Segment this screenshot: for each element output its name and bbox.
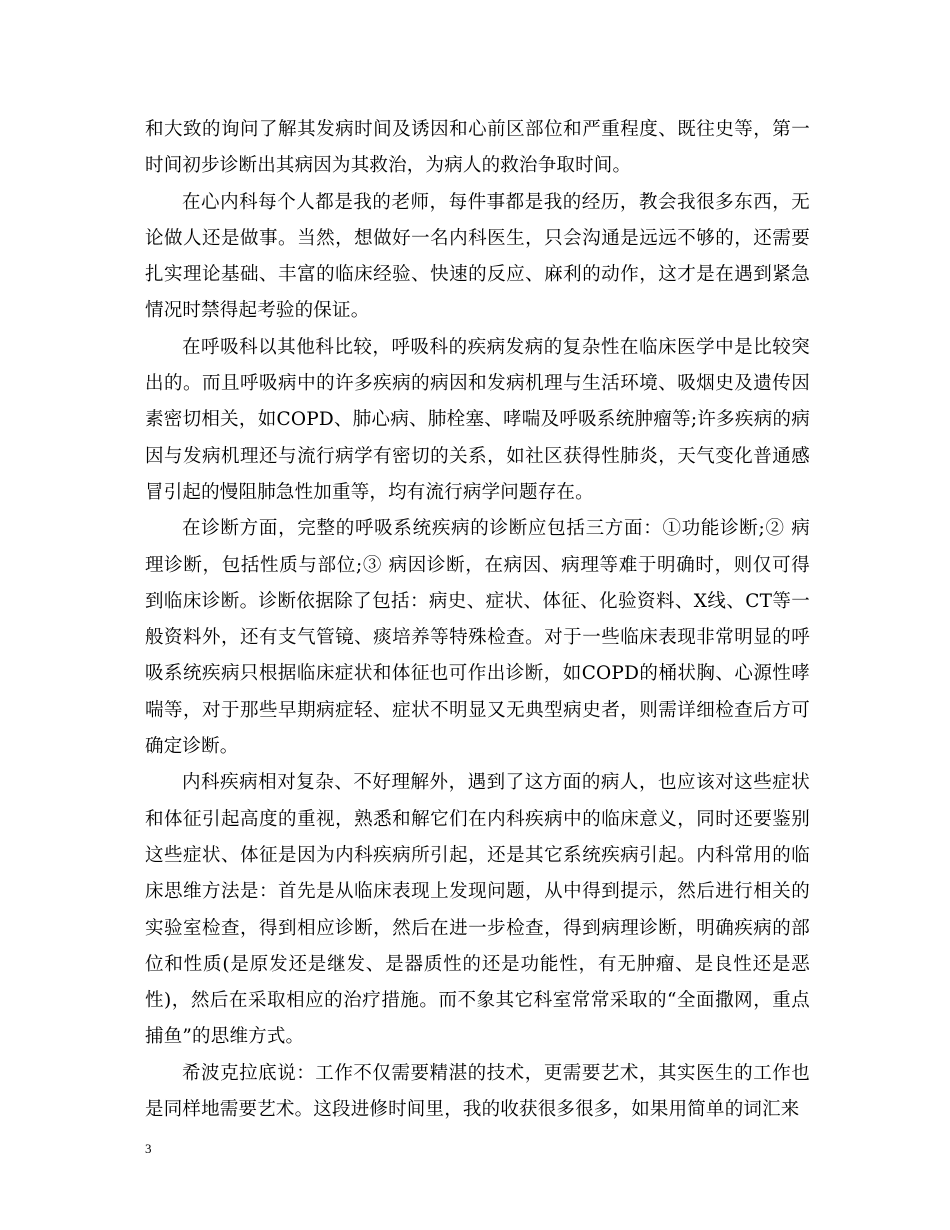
- paragraph-respiratory-diagnosis: 在诊断方面，完整的呼吸系统疾病的诊断应包括三方面：①功能诊断;② 病理诊断，包括性质与部位;③ 病因诊断，在病因、病理等难于明确时，则仅可得到临床诊断。诊断依据除了包括：病史、症状、体征、化验资料、X线、CT等一般资料外，还有支气管镜、痰培养等特殊检查。对于一些临床表现非常明显的呼吸系统疾病只根据临床症状和体征也可作出诊断，如COPD的桶状胸、心源性哮喘等，对于那些早期病症轻、症状不明显又无典型病史者，则需详细检查后方可确定诊断。: [145, 518, 810, 758]
- body-text: [145, 112, 810, 1128]
- page-number: 3: [145, 1141, 152, 1156]
- paragraph-clinical-thinking: 内科疾病相对复杂、不好理解外，遇到了这方面的病人，也应该对这些症状和体征引起高度的重视，熟悉和解它们在内科疾病中的临床意义，同时还要鉴别这些症状、体征是因为内科疾病所引起，还是其它系统疾病引起。内科常用的临床思维方法是：首先是从临床表现上发现问题，从中得到提示，然后进行相关的实验室检查，得到相应诊断，然后在进一步检查，得到病理诊断，明确疾病的部位和性质(是原发还是继发、是器质性的还是功能性，有无肿瘤、是良性还是恶性)，然后在采取相应的治疗措施。而不象其它科室常常采取的“全面撒网，重点捕鱼”的思维方式。: [145, 772, 810, 1048]
- paragraph-respiratory-complexity: 在呼吸科以其他科比较，呼吸科的疾病发病的复杂性在临床医学中是比较突出的。而且呼吸病中的许多疾病的病因和发病机理与生活环境、吸烟史及遗传因素密切相关，如COPD、肺心病、肺栓塞、哮喘及呼吸系统肿瘤等;许多疾病的病因与发病机理还与流行病学有密切的关系，如社区获得性肺炎，天气变化普通感冒引起的慢阻肺急性加重等，均有流行病学问题存在。: [145, 336, 810, 503]
- paragraph-hippocrates: 希波克拉底说：工作不仅需要精湛的技术，更需要艺术，其实医生的工作也是同样地需要艺术。这段进修时间里，我的收获很多很多，如果用简单的词汇来: [145, 1062, 810, 1121]
- paragraph-continued: 和大致的询问了解其发病时间及诱因和心前区部位和严重程度、既往史等，第一时间初步诊断出其病因为其救治，为病人的救治争取时间。: [145, 119, 810, 177]
- paragraph-cardiology-learning: 在心内科每个人都是我的老师，每件事都是我的经历，教会我很多东西，无论做人还是做事。当然，想做好一名内科医生，只会沟通是远远不够的，还需要扎实理论基础、丰富的临床经验、快速的反应、麻利的动作，这才是在遇到紧急情况时禁得起考验的保证。: [145, 191, 810, 322]
